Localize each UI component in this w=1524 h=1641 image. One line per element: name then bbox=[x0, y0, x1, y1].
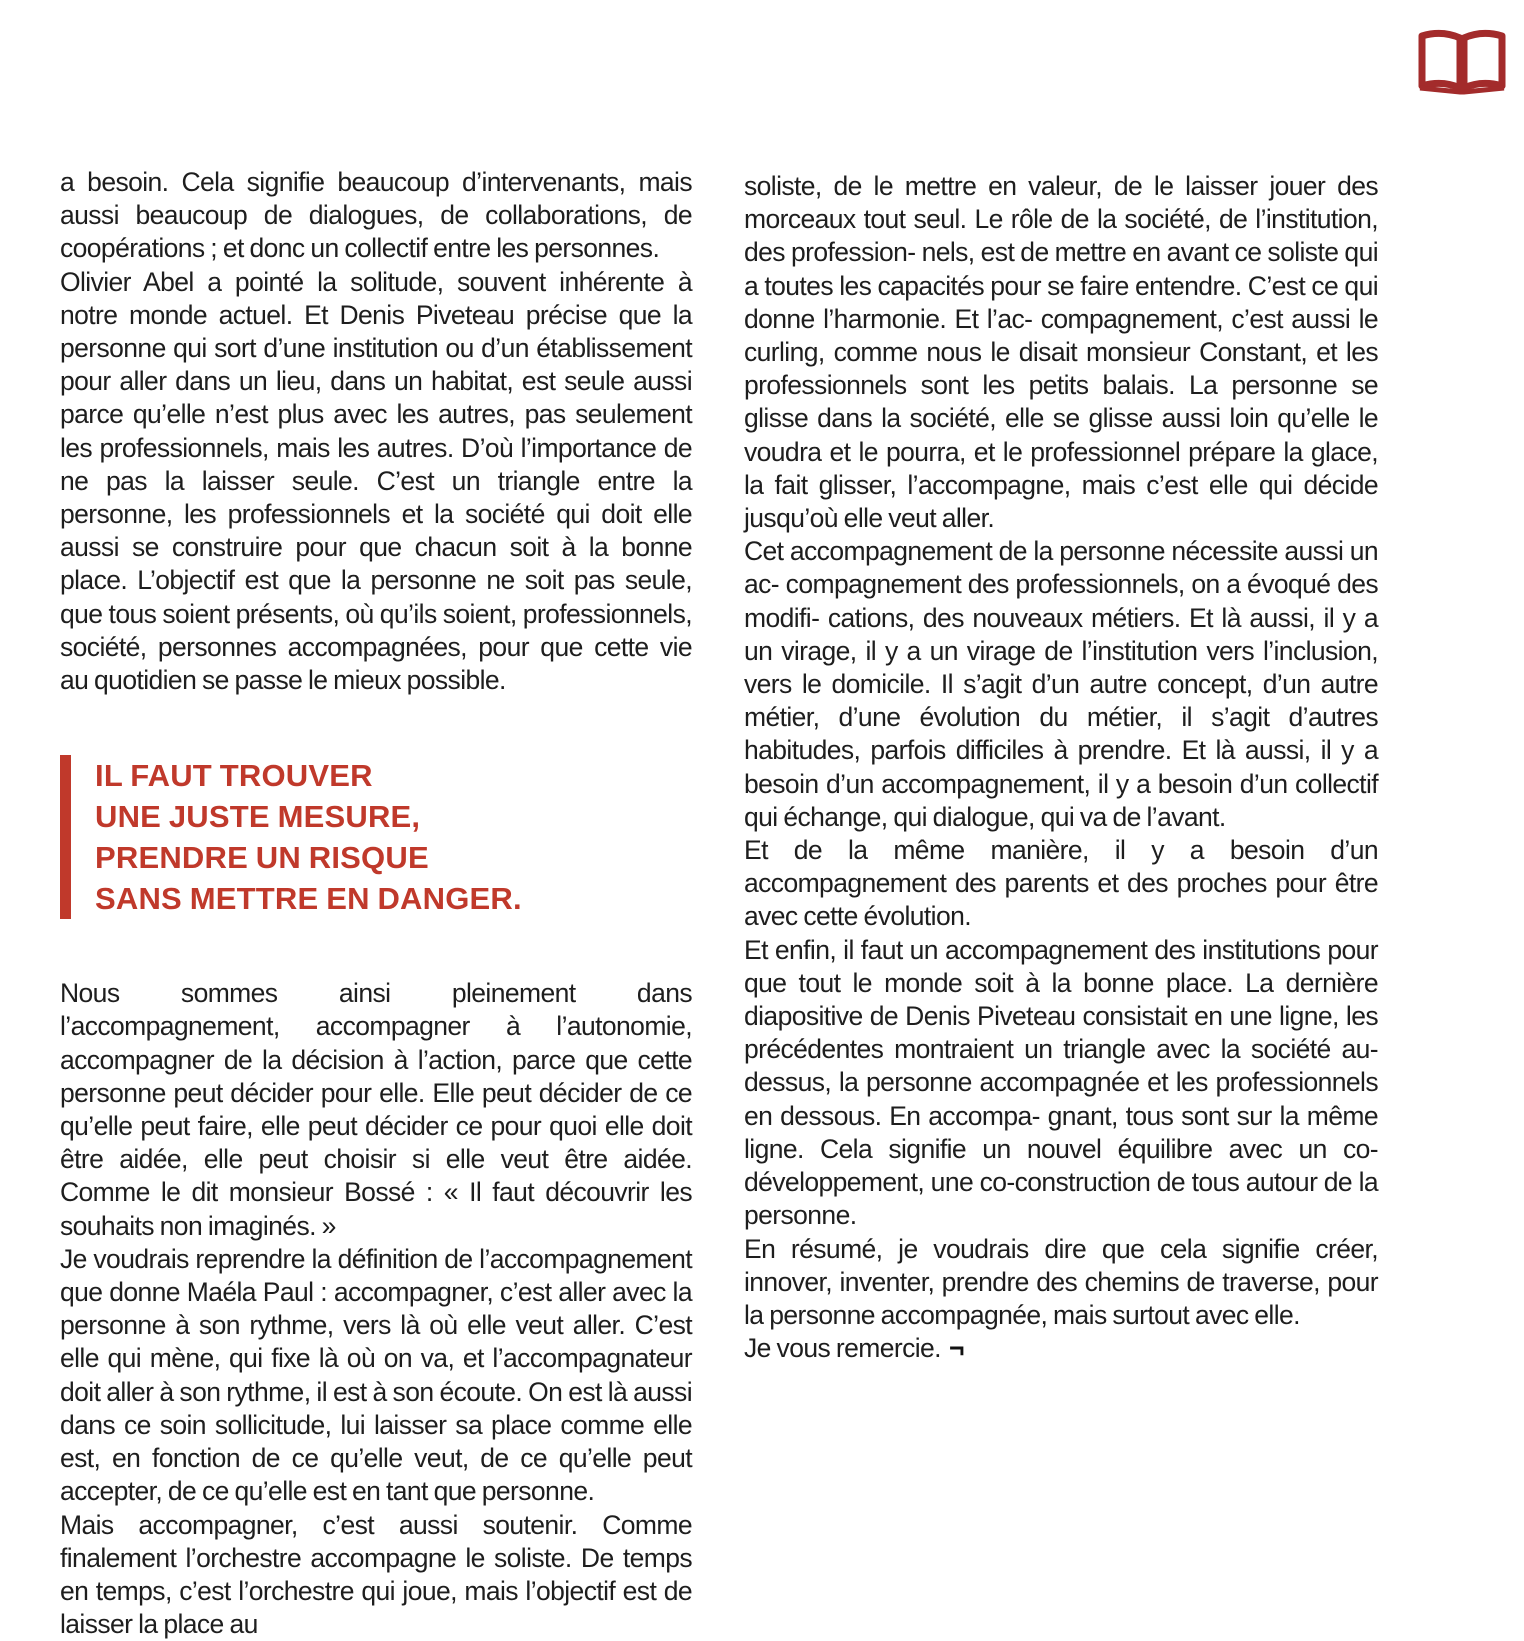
paragraph: Et enfin, il faut un accompagnement des institutions pour que tout le monde soit à la bonne place. La dernière diapositive de Denis Piveteau consistait en une ligne, les précédentes montraient un triangle avec la société au-dessus, la personne accompagnée et les professionnels en dessous. En accompa- gnant, tous sont sur la même ligne. Cela signifie un nouvel équilibre avec un co-développement, une co-construction de tous autour de la personne. bbox=[744, 934, 1378, 1233]
pull-quote-line: UNE JUSTE MESURE, bbox=[95, 796, 692, 837]
end-of-article-mark: ¬ bbox=[949, 1333, 964, 1363]
closing-line bbox=[744, 1332, 1378, 1365]
pull-quote bbox=[60, 755, 692, 919]
pull-quote-line: PRENDRE UN RISQUE bbox=[95, 837, 692, 878]
pull-quote-line: IL FAUT TROUVER bbox=[95, 755, 692, 796]
open-book-icon bbox=[1416, 28, 1508, 96]
paragraph: Et de la même manière, il y a besoin d’un accompagnement des parents et des proches pour être avec cette évolution. bbox=[744, 834, 1378, 934]
paragraph: Mais accompagner, c’est aussi soutenir. Comme finalement l’orchestre accompagne le soliste. De temps en temps, c’est l’orchestre qui joue, mais l’objectif est de laisser la place au bbox=[60, 1509, 692, 1641]
paragraph: Nous sommes ainsi pleinement dans l’accompagnement, accompagner à l’autonomie, accompagner de la décision à l’action, parce que cette personne peut décider pour elle. Elle peut décider de ce qu’elle peut faire, elle peut décider ce pour quoi elle doit être aidée, elle peut choisir si elle veut être aidée. Comme le dit monsieur Bossé : « Il faut découvrir les souhaits non imaginés. » bbox=[60, 977, 692, 1243]
right-column bbox=[744, 170, 1378, 1365]
paragraph: En résumé, je voudrais dire que cela signifie créer, innover, inventer, prendre des chemins de traverse, pour la personne accompagnée, mais surtout avec elle. bbox=[744, 1233, 1378, 1333]
paragraph: soliste, de le mettre en valeur, de le laisser jouer des morceaux tout seul. Le rôle de la société, de l’institution, des profession- nels, est de mettre en avant ce soliste qui a toutes les capacités pour se faire entendre. C’est ce qui donne l’harmonie. Et l’ac- compagnement, c’est aussi le curling, comme nous le disait monsieur Constant, et les professionnels sont les petits balais. La personne se glisse dans la société, elle se glisse aussi loin qu’elle le voudra et le pourra, et le professionnel prépare la glace, la fait glisser, l’accompagne, mais c’est elle qui décide jusqu’où elle veut aller. bbox=[744, 170, 1378, 535]
paragraph: Olivier Abel a pointé la solitude, souvent inhérente à notre monde actuel. Et Denis Piveteau précise que la personne qui sort d’une institution ou d’un établissement pour aller dans un lieu, dans un habitat, est seule aussi parce qu’elle n’est plus avec les autres, pas seulement les professionnels, mais les autres. D’où l’importance de ne pas la laisser seule. C’est un triangle entre la personne, les professionnels et la société qui doit elle aussi se construire pour que chacun soit à la bonne place. L’objectif est que la personne ne soit pas seule, que tous soient présents, où qu’ils soient, professionnels, société, personnes accompagnées, pour que cette vie au quotidien se passe le mieux possible. bbox=[60, 266, 692, 698]
paragraph: a besoin. Cela signifie beaucoup d’intervenants, mais aussi beaucoup de dialogues, de collaborations, de coopérations ; et donc un collectif entre les personnes. bbox=[60, 166, 692, 266]
paragraph: Je voudrais reprendre la définition de l’accompagnement que donne Maéla Paul : accompagner, c’est aller avec la personne à son rythme, vers là où elle veut aller. C’est elle qui mène, qui fixe là où on va, et l’accompagnateur doit aller à son rythme, il est à son écoute. On est là aussi dans ce soin sollicitude, lui laisser sa place comme elle est, en fonction de ce qu’elle veut, de ce qu’elle peut accepter, de ce qu’elle est en tant que personne. bbox=[60, 1243, 692, 1509]
left-column bbox=[60, 166, 692, 1641]
pull-quote-line: SANS METTRE EN DANGER. bbox=[95, 878, 692, 919]
closing-text: Je vous remercie. bbox=[744, 1333, 941, 1363]
paragraph: Cet accompagnement de la personne nécessite aussi un ac- compagnement des professionnels, on a évoqué des modifi- cations, des nouveaux métiers. Et là aussi, il y a un virage, il y a un virage de l’institution vers l’inclusion, vers le domicile. Il s’agit d’un autre concept, d’un autre métier, d’une évolution du métier, il s’agit d’autres habitudes, parfois difficiles à prendre. Et là aussi, il y a besoin d’un accompagnement, il y a besoin d’un collectif qui échange, qui dialogue, qui va de l’avant. bbox=[744, 535, 1378, 834]
